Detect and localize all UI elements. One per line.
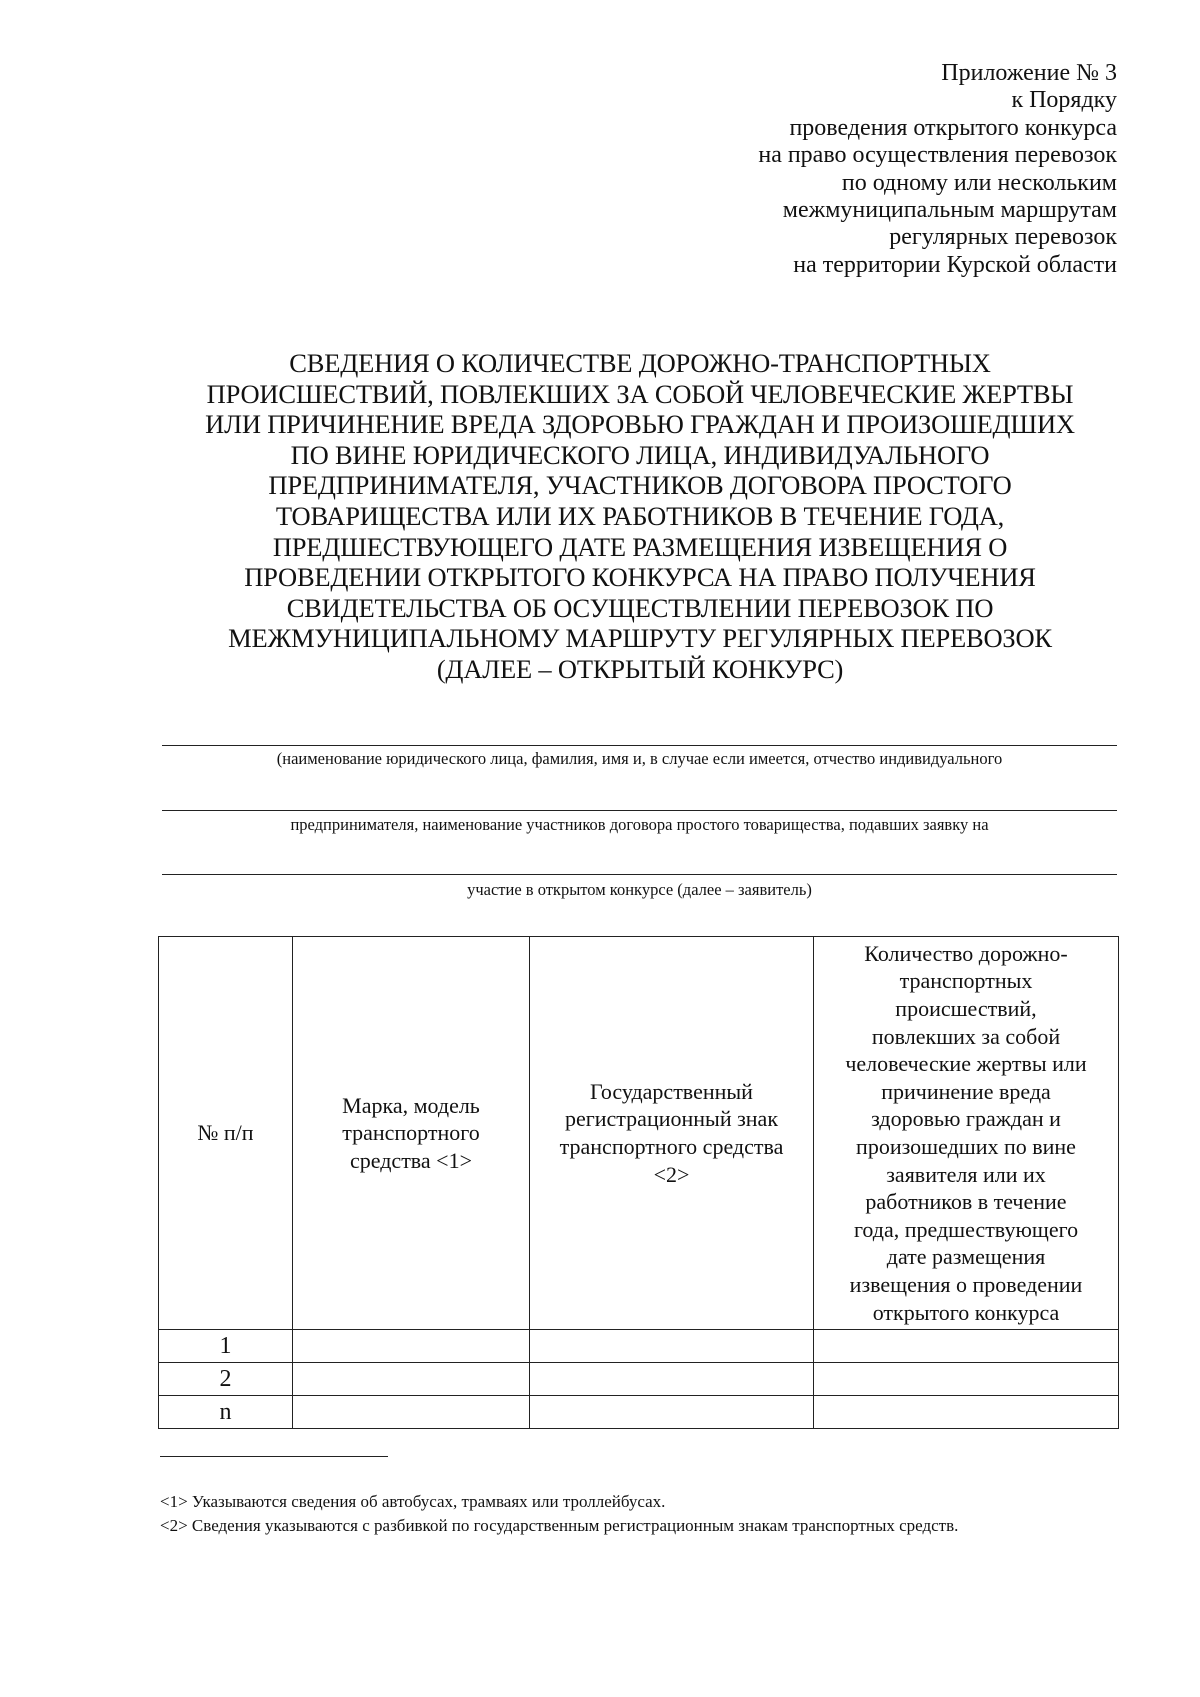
applicant-caption-1: (наименование юридического лица, фамилия, имя и, в случае если имеется, отчество индивидуального <box>276 749 1003 768</box>
title-line: СВЕДЕНИЯ О КОЛИЧЕСТВЕ ДОРОЖНО-ТРАНСПОРТНЫХ <box>289 348 991 378</box>
accidents-table <box>158 936 1119 1429</box>
header-text: открытого конкурса <box>872 1299 1060 1325</box>
cell-registration-plate[interactable] <box>530 1330 814 1363</box>
cell-vehicle-model[interactable] <box>293 1363 530 1396</box>
header-text: повлекших за собой <box>871 1023 1061 1049</box>
title-line: ПРОИСШЕСТВИЙ, ПОВЛЕКШИХ ЗА СОБОЙ ЧЕЛОВЕЧЕСКИЕ ЖЕРТВЫ <box>206 378 1074 409</box>
applicant-caption-3: участие в открытом конкурсе (далее – заявитель) <box>467 880 812 899</box>
cell-row-number: 1 <box>159 1330 293 1363</box>
header-text: № п/п <box>197 1120 254 1146</box>
appendix-line: по одному или нескольким <box>841 169 1117 196</box>
header-text: произошедших по вине <box>856 1134 1076 1159</box>
appendix-header <box>557 60 1117 279</box>
document-title <box>150 348 1130 685</box>
cell-registration-plate[interactable] <box>530 1363 814 1396</box>
applicant-caption-2: предпринимателя, наименование участников договора простого товарищества, подавших заявку на <box>290 815 989 834</box>
header-text: причинение вреда <box>881 1078 1051 1104</box>
header-text: происшествий, <box>895 996 1037 1022</box>
table-row <box>159 1330 1119 1363</box>
header-text: транспортного <box>342 1120 480 1146</box>
header-text: работников в течение <box>865 1189 1067 1215</box>
table-row <box>159 1396 1119 1429</box>
header-text: средства <1> <box>350 1147 472 1173</box>
appendix-line: на право осуществления перевозок <box>758 142 1117 169</box>
footnote-separator <box>160 1456 388 1457</box>
header-text: заявителя или их <box>886 1161 1046 1187</box>
applicant-fill-line-3[interactable] <box>162 874 1117 875</box>
header-accident-count <box>814 937 1119 1330</box>
header-registration-plate <box>530 937 814 1330</box>
cell-row-number: 2 <box>159 1363 293 1396</box>
cell-vehicle-model[interactable] <box>293 1330 530 1363</box>
cell-accident-count[interactable] <box>814 1330 1119 1363</box>
header-row-number <box>159 937 293 1330</box>
appendix-line: к Порядку <box>1011 87 1117 114</box>
header-text: года, предшествующего <box>853 1216 1079 1242</box>
header-text: человеческие жертвы или <box>845 1051 1087 1077</box>
header-text: транспортного средства <box>559 1134 784 1159</box>
header-vehicle-model <box>293 937 530 1330</box>
header-text: <2> <box>653 1161 690 1187</box>
footnotes <box>160 1490 1130 1538</box>
title-line: ПРЕДПРИНИМАТЕЛЯ, УЧАСТНИКОВ ДОГОВОРА ПРОСТОГО <box>268 470 1012 501</box>
title-line: ПО ВИНЕ ЮРИДИЧЕСКОГО ЛИЦА, ИНДИВИДУАЛЬНОГО <box>290 439 990 470</box>
footnote-2: <2> Сведения указываются с разбивкой по государственным регистрационным знакам транспортных средств. <box>160 1516 959 1535</box>
title-line: СВИДЕТЕЛЬСТВА ОБ ОСУЩЕСТВЛЕНИИ ПЕРЕВОЗОК ПО <box>286 592 994 623</box>
header-text: извещения о проведении <box>849 1271 1083 1297</box>
title-line: ТОВАРИЩЕСТВА ИЛИ ИХ РАБОТНИКОВ В ТЕЧЕНИЕ ГОДА, <box>275 500 1005 531</box>
title-line: ПРЕДШЕСТВУЮЩЕГО ДАТЕ РАЗМЕЩЕНИЯ ИЗВЕЩЕНИЯ О <box>272 531 1008 562</box>
header-text: Марка, модель <box>342 1092 480 1118</box>
applicant-fill-line-1[interactable] <box>162 745 1117 746</box>
appendix-line: проведения открытого конкурса <box>789 114 1117 141</box>
appendix-line: на территории Курской области <box>793 251 1117 278</box>
title-line: ПРОВЕДЕНИИ ОТКРЫТОГО КОНКУРСА НА ПРАВО ПОЛУЧЕНИЯ <box>244 562 1036 593</box>
cell-accident-count[interactable] <box>814 1363 1119 1396</box>
applicant-fill-line-2[interactable] <box>162 810 1117 811</box>
cell-accident-count[interactable] <box>814 1396 1119 1429</box>
appendix-line: межмуниципальным маршрутам <box>782 197 1117 224</box>
title-line: МЕЖМУНИЦИПАЛЬНОМУ МАРШРУТУ РЕГУЛЯРНЫХ ПЕРЕВОЗОК <box>228 623 1052 654</box>
header-text: транспортных <box>899 968 1033 994</box>
footnote-1: <1> Указываются сведения об автобусах, трамваях или троллейбусах. <box>160 1492 666 1511</box>
table-row <box>159 1363 1119 1396</box>
header-text: дате размещения <box>886 1244 1046 1270</box>
header-text: регистрационный знак <box>564 1106 779 1132</box>
title-line: ИЛИ ПРИЧИНЕНИЕ ВРЕДА ЗДОРОВЬЮ ГРАЖДАН И ПРОИЗОШЕДШИХ <box>205 409 1075 440</box>
header-text: Государственный <box>590 1078 753 1104</box>
cell-row-number: n <box>159 1396 293 1429</box>
appendix-line: Приложение № 3 <box>941 60 1117 86</box>
cell-registration-plate[interactable] <box>530 1396 814 1429</box>
header-text: здоровью граждан и <box>871 1106 1061 1132</box>
cell-vehicle-model[interactable] <box>293 1396 530 1429</box>
header-text: Количество дорожно- <box>864 940 1068 966</box>
appendix-line: регулярных перевозок <box>889 224 1117 251</box>
title-line: (ДАЛЕЕ – ОТКРЫТЫЙ КОНКУРС) <box>436 653 844 684</box>
table-header-row <box>159 937 1119 1330</box>
